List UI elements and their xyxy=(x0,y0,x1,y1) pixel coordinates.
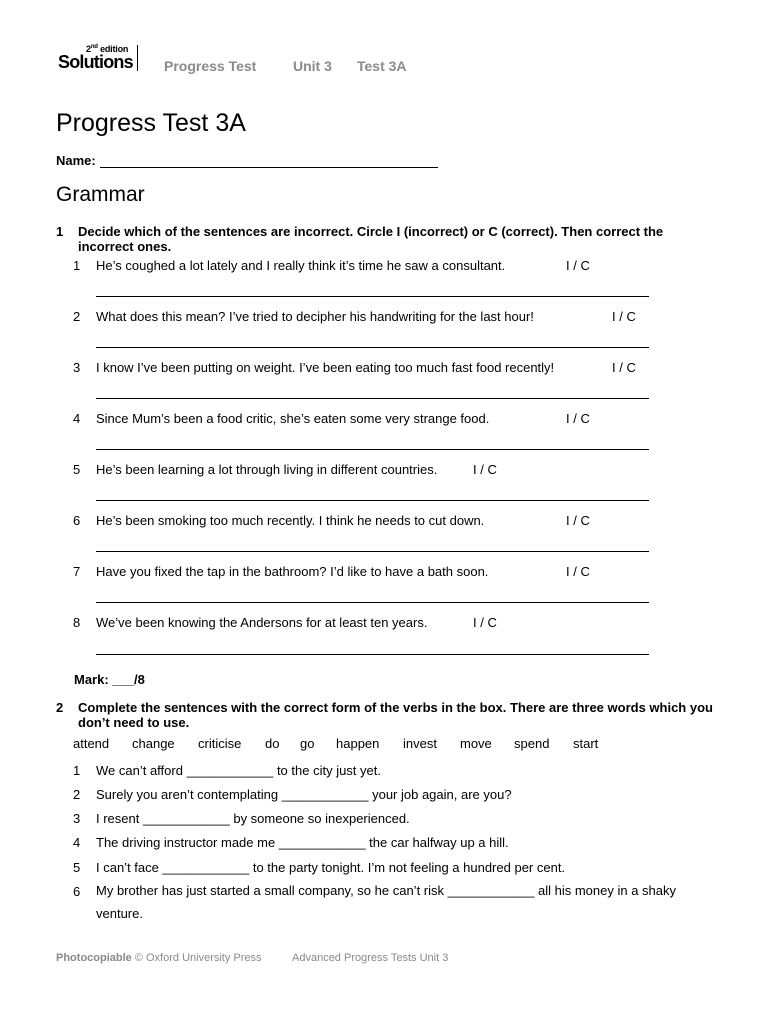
breadcrumb-test: Test 3A xyxy=(357,58,407,74)
name-label: Name: xyxy=(56,153,96,168)
logo-edition: 2nd edition xyxy=(86,44,129,54)
item-number: 2 xyxy=(73,309,81,324)
choice-circle[interactable]: I / C xyxy=(566,258,590,273)
question-instruction: Decide which of the sentences are incorrect. Circle I (incorrect) or C (correct). Then correct the incorrect ones. xyxy=(78,224,664,254)
gap-fill-sentence[interactable]: I can’t face ____________ to the party tonight. I’m not feeling a hundred per cent. xyxy=(96,860,566,875)
sentence-number: 2 xyxy=(73,787,81,802)
choice-circle[interactable]: I / C xyxy=(473,615,497,630)
word-box-item: spend xyxy=(514,736,550,751)
answer-line[interactable] xyxy=(96,654,649,655)
answer-line[interactable] xyxy=(96,347,649,348)
item-sentence: He’s coughed a lot lately and I really think it’s time he saw a consultant. xyxy=(96,258,506,273)
name-field[interactable] xyxy=(56,153,438,168)
word-box-item: criticise xyxy=(198,736,242,751)
answer-line[interactable] xyxy=(96,398,649,399)
item-number: 3 xyxy=(73,360,81,375)
item-sentence: What does this mean? I’ve tried to decipher his handwriting for the last hour! xyxy=(96,309,534,324)
item-sentence: We’ve been knowing the Andersons for at least ten years. xyxy=(96,615,428,630)
logo-solutions: Solutions xyxy=(58,52,133,72)
word-box-item: change xyxy=(132,736,175,751)
page-title: Progress Test 3A xyxy=(56,109,246,137)
question-number: 2 xyxy=(56,700,64,715)
item-sentence: Since Mum’s been a food critic, she’s eaten some very strange food. xyxy=(96,411,490,426)
answer-line[interactable] xyxy=(96,500,649,501)
mark-score: Mark: ___/8 xyxy=(74,672,145,687)
footer-copyright xyxy=(56,952,262,964)
choice-circle[interactable]: I / C xyxy=(566,411,590,426)
choice-circle[interactable]: I / C xyxy=(566,513,590,528)
item-sentence: I know I’ve been putting on weight. I’ve been eating too much fast food recently! xyxy=(96,360,555,375)
answer-line[interactable] xyxy=(96,296,649,297)
sentence-number: 5 xyxy=(73,860,81,875)
item-sentence: Have you fixed the tap in the bathroom? I’d like to have a bath soon. xyxy=(96,564,489,579)
gap-fill-sentence[interactable]: We can’t afford ____________ to the city just yet. xyxy=(96,763,381,778)
word-box-item: invest xyxy=(403,736,437,751)
choice-circle[interactable]: I / C xyxy=(612,360,636,375)
footer-photocopiable: Photocopiable xyxy=(56,952,132,964)
item-number: 4 xyxy=(73,411,81,426)
choice-circle[interactable]: I / C xyxy=(612,309,636,324)
sentence-number: 1 xyxy=(73,763,81,778)
sentence-number: 3 xyxy=(73,811,81,826)
word-box-item: happen xyxy=(336,736,380,751)
answer-line[interactable] xyxy=(96,602,649,603)
word-box-item: start xyxy=(573,736,599,751)
section-title: Grammar xyxy=(56,183,145,206)
gap-fill-sentence[interactable]: My brother has just started a small company, so he can’t risk ____________ all his money in a shaky venture. xyxy=(96,883,677,921)
choice-circle[interactable]: I / C xyxy=(473,462,497,477)
word-box-item: do xyxy=(265,736,280,751)
item-number: 7 xyxy=(73,564,81,579)
answer-line[interactable] xyxy=(96,551,649,552)
item-number: 5 xyxy=(73,462,81,477)
word-box-item: go xyxy=(300,736,315,751)
name-line xyxy=(100,153,438,168)
footer-publisher: © Oxford University Press xyxy=(134,952,262,964)
question-number: 1 xyxy=(56,224,64,239)
item-number: 8 xyxy=(73,615,81,630)
choice-circle[interactable]: I / C xyxy=(566,564,590,579)
item-sentence: He’s been learning a lot through living in different countries. xyxy=(96,462,438,477)
logo-divider xyxy=(137,45,138,71)
answer-line[interactable] xyxy=(96,449,649,450)
gap-fill-sentence[interactable]: The driving instructor made me ____________ the car halfway up a hill. xyxy=(96,835,509,850)
question-instruction: Complete the sentences with the correct form of the verbs in the box. There are three words which you don’t need to use. xyxy=(78,700,713,730)
breadcrumb-unit: Unit 3 xyxy=(293,58,332,74)
footer-series: Advanced Progress Tests Unit 3 xyxy=(292,952,449,964)
gap-fill-sentence[interactable]: Surely you aren’t contemplating ____________ your job again, are you? xyxy=(96,787,512,802)
item-number: 6 xyxy=(73,513,81,528)
item-sentence: He’s been smoking too much recently. I think he needs to cut down. xyxy=(96,513,485,528)
word-box-item: move xyxy=(460,736,492,751)
word-box-item: attend xyxy=(73,736,110,751)
sentence-number: 4 xyxy=(73,835,81,850)
sentence-number: 6 xyxy=(73,884,81,899)
gap-fill-sentence[interactable]: I resent ____________ by someone so inexperienced. xyxy=(96,811,410,826)
breadcrumb-progress-test: Progress Test xyxy=(164,58,257,74)
item-number: 1 xyxy=(73,258,81,273)
